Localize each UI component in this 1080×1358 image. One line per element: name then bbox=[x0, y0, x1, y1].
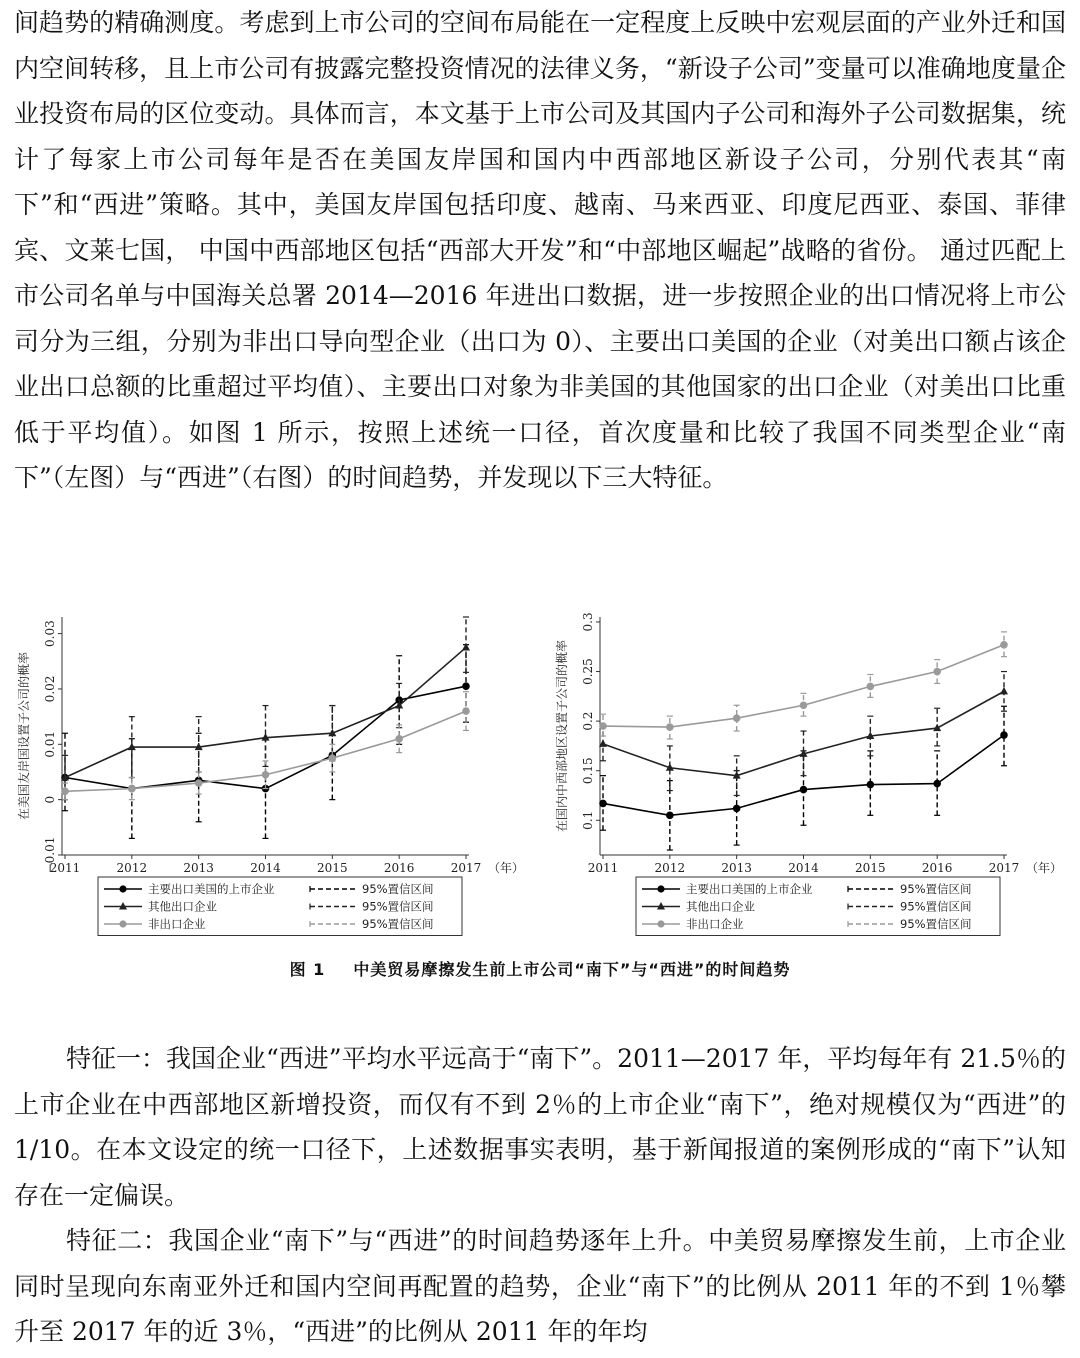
y-tick-label: 0.02 bbox=[43, 675, 57, 703]
chart-west-investment bbox=[552, 605, 1068, 945]
figure-label: 图 1 bbox=[289, 960, 326, 979]
legend-ci-label: 95%置信区间 bbox=[362, 899, 434, 914]
x-tick-label: 2017 bbox=[988, 861, 1020, 875]
series-1 bbox=[599, 706, 1008, 850]
data-point bbox=[262, 771, 270, 779]
x-tick-label: 2013 bbox=[183, 861, 214, 875]
y-tick-label: 0.25 bbox=[581, 658, 595, 685]
data-point bbox=[195, 779, 203, 787]
y-axis-label: 在美国友岸国设置子公司的概率 bbox=[17, 651, 31, 821]
legend-ci-label: 95%置信区间 bbox=[362, 917, 434, 931]
data-point bbox=[599, 800, 607, 808]
x-tick-label: 2012 bbox=[654, 861, 686, 875]
legend-ci-label: 95%置信区间 bbox=[900, 899, 972, 914]
data-point bbox=[1000, 641, 1008, 649]
legend-label: 主要出口美国的上市企业 bbox=[148, 882, 275, 896]
legend-label: 非出口企业 bbox=[686, 917, 744, 931]
x-tick-label: 2014 bbox=[250, 861, 281, 875]
data-point bbox=[1000, 687, 1008, 695]
data-point bbox=[733, 805, 741, 813]
legend-marker bbox=[657, 920, 664, 927]
y-tick-label: 0.15 bbox=[581, 757, 595, 785]
x-tick-label: 2012 bbox=[116, 861, 148, 875]
data-point bbox=[329, 754, 337, 762]
figure-caption-text: 中美贸易摩擦发生前上市公司“南下”与“西进”的时间趋势 bbox=[353, 960, 791, 979]
figure-caption bbox=[0, 957, 1080, 980]
x-tick-label: 2013 bbox=[721, 861, 752, 875]
chart-west-svg bbox=[552, 605, 1068, 945]
body-paragraph-2: 特征一：我国企业“西进”平均水平远高于“南下”。2011—2017 年，平均每年有 21.5％的上市企业在中西部地区新增投资，而仅有不到 2％的上市企业“南下”，绝对规模仅为“西进”的 1/10。在本文设定的统一口径下，上述数据事实表明，基于新闻报道的案例形成的“南下”认知存在一定偏误。 bbox=[14, 1044, 1066, 1210]
data-point bbox=[599, 722, 607, 730]
y-tick-label: 0.01 bbox=[43, 730, 57, 758]
data-point bbox=[933, 780, 941, 788]
x-tick-label: 2015 bbox=[855, 861, 886, 875]
y-axis-label: 在国内中西部地区设置子公司的概率 bbox=[555, 639, 569, 833]
x-tick-label: 2015 bbox=[317, 861, 348, 875]
data-point bbox=[128, 785, 136, 793]
x-tick-label: 2016 bbox=[383, 861, 415, 875]
legend-ci-label: 95%置信区间 bbox=[362, 882, 434, 896]
x-axis-unit: （年） bbox=[488, 861, 525, 875]
data-point bbox=[61, 788, 69, 796]
data-point bbox=[462, 682, 470, 690]
legend-label: 其他出口企业 bbox=[686, 899, 755, 914]
data-point bbox=[666, 812, 674, 820]
chart-south-investment bbox=[14, 605, 530, 945]
y-tick-label: 0.1 bbox=[581, 810, 595, 830]
legend-label: 其他出口企业 bbox=[148, 899, 217, 914]
x-axis-unit: （年） bbox=[1026, 861, 1063, 875]
data-point bbox=[666, 723, 674, 731]
data-point bbox=[933, 668, 941, 676]
legend-label: 非出口企业 bbox=[148, 917, 206, 931]
data-point bbox=[733, 714, 741, 722]
y-tick-label: 0.03 bbox=[43, 620, 57, 647]
body-paragraph-3: 特征二：我国企业“南下”与“西进”的时间趋势逐年上升。中美贸易摩擦发生前，上市企业同时呈现向东南亚外迁和国内空间再配置的趋势，企业“南下”的比例从 2011 年的不到 1％攀升至 2017 年的近 3％，“西进”的比例从 2011 年的年均 bbox=[14, 1226, 1066, 1346]
x-tick-label: 2017 bbox=[450, 861, 482, 875]
legend-label: 主要出口美国的上市企业 bbox=[686, 882, 813, 896]
legend-marker bbox=[119, 920, 126, 927]
legend bbox=[98, 877, 462, 936]
legend bbox=[636, 877, 1000, 936]
data-point bbox=[1000, 731, 1008, 739]
chart-south-svg bbox=[14, 605, 530, 945]
x-tick-label: 2011 bbox=[587, 861, 619, 875]
data-point bbox=[462, 707, 470, 715]
data-point bbox=[800, 786, 808, 794]
y-tick-label: 0.2 bbox=[581, 711, 595, 731]
data-point bbox=[867, 781, 875, 789]
data-point bbox=[395, 735, 403, 743]
x-tick-label: 2011 bbox=[49, 861, 81, 875]
legend-ci-label: 95%置信区间 bbox=[900, 882, 972, 896]
data-point bbox=[800, 701, 808, 709]
body-paragraph-1: 间趋势的精确测度。考虑到上市公司的空间布局能在一定程度上反映中宏观层面的产业外迁和国内空间转移，且上市公司有披露完整投资情况的法律义务，“新设子公司”变量可以准确地度量企业投资布局的区位变动。具体而言，本文基于上市公司及其国内子公司和海外子公司数据集，统计了每家上市公司每年是否在美国友岸国和国内中西部地区新设子公司，分别代表其“南下”和“西进”策略。其中，美国友岸国包括印度、越南、马来西亚、印度尼西亚、泰国、菲律宾、文莱七国， 中国中西部地区包括“西部大开发”和“中部地区崛起”战略的省份。 通过匹配上市公司名单与中国海关总署 2014—2016 年进出口数据，进一步按照企业的出口情况将上市公司分为三组，分别为非出口导向型企业（出口为 0）、主要出口美国的企业（对美出口额占该企业出口总额的比重超过平均值）、主要出口对象为非美国的其他国家的出口企业（对美出口比重低于平均值）。如图 1 所示，按照上述统一口径，首次度量和比较了我国不同类型企业“南下”（左图）与“西进”（右图）的时间趋势，并发现以下三大特征。 bbox=[14, 8, 1066, 492]
x-tick-label: 2014 bbox=[788, 861, 819, 875]
legend-marker bbox=[657, 885, 664, 892]
x-tick-label: 2016 bbox=[921, 861, 953, 875]
y-tick-label: 0 bbox=[43, 795, 57, 804]
y-tick-label: 0.3 bbox=[581, 612, 595, 632]
y-tick-label: −0.01 bbox=[43, 836, 57, 874]
data-point bbox=[867, 683, 875, 691]
legend-ci-label: 95%置信区间 bbox=[900, 917, 972, 931]
legend-marker bbox=[119, 885, 126, 892]
data-point bbox=[462, 643, 470, 651]
